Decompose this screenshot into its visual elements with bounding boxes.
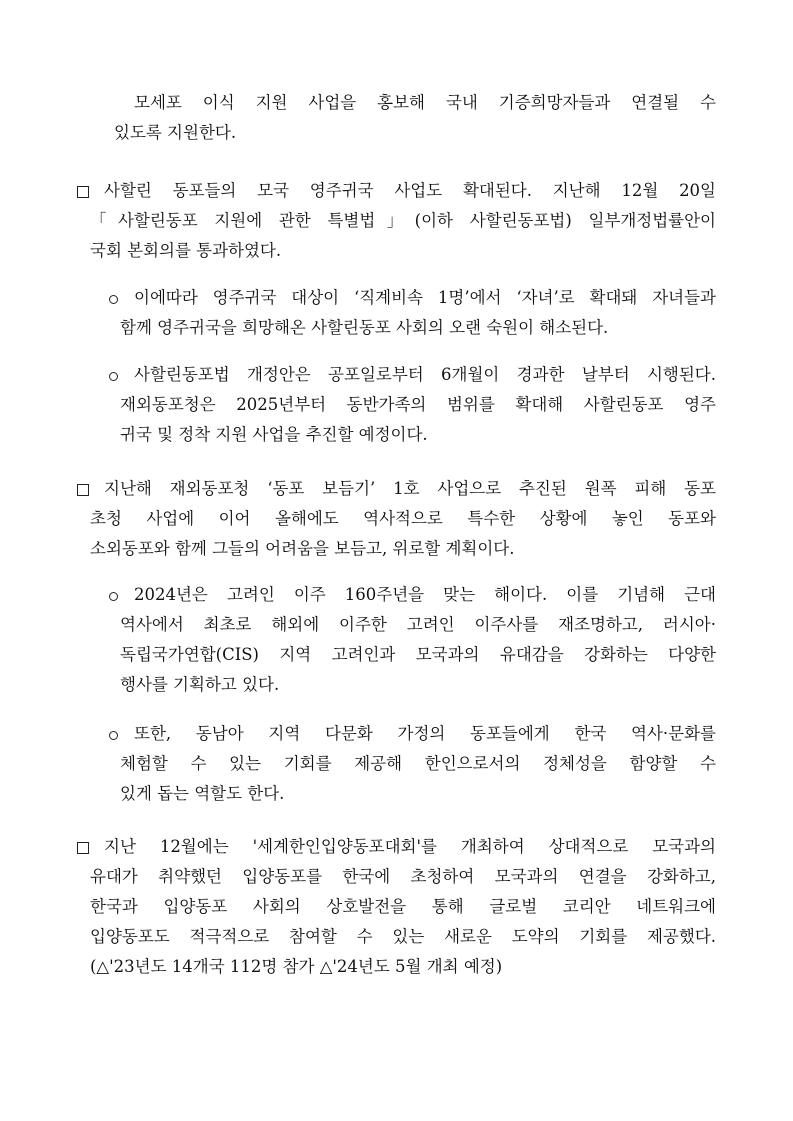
section2-bullet2-marker (109, 725, 118, 745)
section1-checkbox-marker (77, 182, 89, 203)
section2-checkbox-marker (77, 480, 89, 501)
section1-bullet2-line-3: 귀국 및 정착 지원 사업을 추진할 예정이다. (120, 425, 428, 444)
section3-line-2: 유대가 취약했던 입양동포를 한국에 초청하여 모국과의 연결을 강화하고, (90, 867, 716, 886)
section3-line-3: 한국과 입양동포 사회의 상호발전을 통해 글로벌 코리안 네트워크에 (90, 897, 716, 916)
section1-bullet2-marker (109, 366, 118, 386)
section2-bullet2-line-2: 체험할 수 있는 기회를 제공해 한인으로서의 정체성을 함양할 수 (120, 754, 716, 773)
section3-checkbox-marker (77, 838, 89, 859)
section2-bullet1-line-3: 독립국가연합(CIS) 지역 고려인과 모국과의 유대감을 강화하는 다양한 (120, 645, 716, 664)
section1-line-2: 「사할린동포 지원에 관한 특별법」(이하 사할린동포법) 일부개정법률안이 (90, 211, 716, 230)
section2-line-3: 소외동포와 함께 그들의 어려움을 보듬고, 위로할 계획이다. (90, 539, 515, 558)
section1-bullet2-line-2: 재외동포청은 2025년부터 동반가족의 범위를 확대해 사할린동포 영주 (120, 395, 716, 414)
section3-line-1: 지난 12월에는 '세계한인입양동포대회'를 개최하여 상대적으로 모국과의 (104, 837, 716, 856)
section2-bullet1-line-4: 행사를 기획하고 있다. (120, 675, 280, 694)
section3-line-4: 입양동포도 적극적으로 참여할 수 있는 새로운 도약의 기회를 제공했다. (90, 927, 716, 946)
section2-bullet1-line-2: 역사에서 최초로 해외에 이주한 고려인 이주사를 재조명하고, 러시아· (120, 615, 716, 634)
section2-line-2: 초청 사업에 이어 올해에도 역사적으로 특수한 상황에 놓인 동포와 (90, 509, 716, 528)
section1-line-1: 사할린 동포들의 모국 영주귀국 사업도 확대된다. 지난해 12월 20일 (104, 181, 716, 200)
section2-bullet2-line-1: 또한, 동남아 지역 다문화 가정의 동포들에게 한국 역사·문화를 (134, 724, 716, 743)
intro-line-2: 있도록 지원한다. (114, 123, 237, 142)
section1-bullet1-line-1: 이에따라 영주귀국 대상이 ‘직계비속 1명’에서 ‘자녀’로 확대돼 자녀들과 (134, 288, 716, 307)
intro-line-1: 모세포 이식 지원 사업을 홍보해 국내 기증희망자들과 연결될 수 (134, 93, 716, 112)
section1-bullet1-marker (109, 289, 118, 309)
section1-bullet2-line-1: 사할린동포법 개정안은 공포일로부터 6개월이 경과한 날부터 시행된다. (134, 365, 716, 384)
section2-bullet2-line-3: 있게 돕는 역할도 한다. (120, 784, 285, 803)
section2-bullet1-line-1: 2024년은 고려인 이주 160주년을 맞는 해이다. 이를 기념해 근대 (134, 585, 716, 604)
section2-bullet1-marker (109, 586, 118, 606)
section3-line-5: (△'23년도 14개국 112명 참가 △'24년도 5월 개최 예정) (90, 957, 503, 976)
section1-bullet1-line-2: 함께 영주귀국을 희망해온 사할린동포 사회의 오랜 숙원이 해소된다. (120, 318, 609, 337)
section2-line-1: 지난해 재외동포청 ‘동포 보듬기’ 1호 사업으로 추진된 원폭 피해 동포 (104, 479, 716, 498)
section1-line-3: 국회 본회의를 통과하였다. (90, 241, 282, 260)
